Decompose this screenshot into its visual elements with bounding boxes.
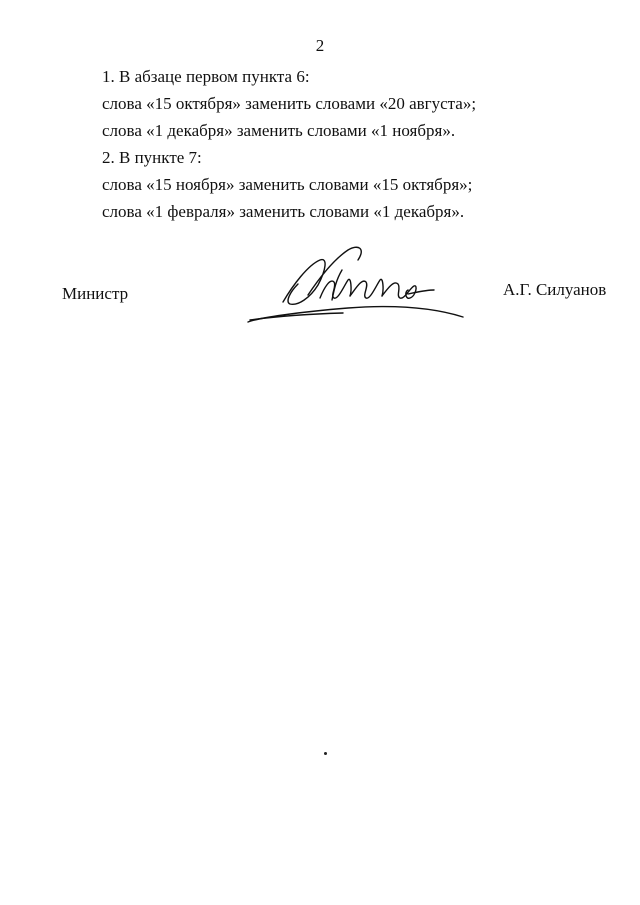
- page-number: 2: [315, 36, 325, 55]
- signature-block: [0, 240, 640, 340]
- amendment-line: слова «1 февраля» заменить словами «1 декабря».: [102, 202, 465, 221]
- amendment-item-1: 1. В абзаце первом пункта 6:: [102, 67, 310, 86]
- signer-name: А.Г. Силуанов: [503, 280, 607, 299]
- amendment-item-2: 2. В пункте 7:: [102, 148, 202, 167]
- scan-speck: [324, 752, 327, 755]
- signer-position: Министр: [62, 284, 129, 303]
- amendment-line: слова «1 декабря» заменить словами «1 ноября».: [102, 121, 456, 140]
- handwritten-signature: [238, 240, 478, 335]
- amendment-line: слова «15 октября» заменить словами «20 августа»;: [102, 94, 477, 113]
- amendment-line: слова «15 ноября» заменить словами «15 октября»;: [102, 175, 473, 194]
